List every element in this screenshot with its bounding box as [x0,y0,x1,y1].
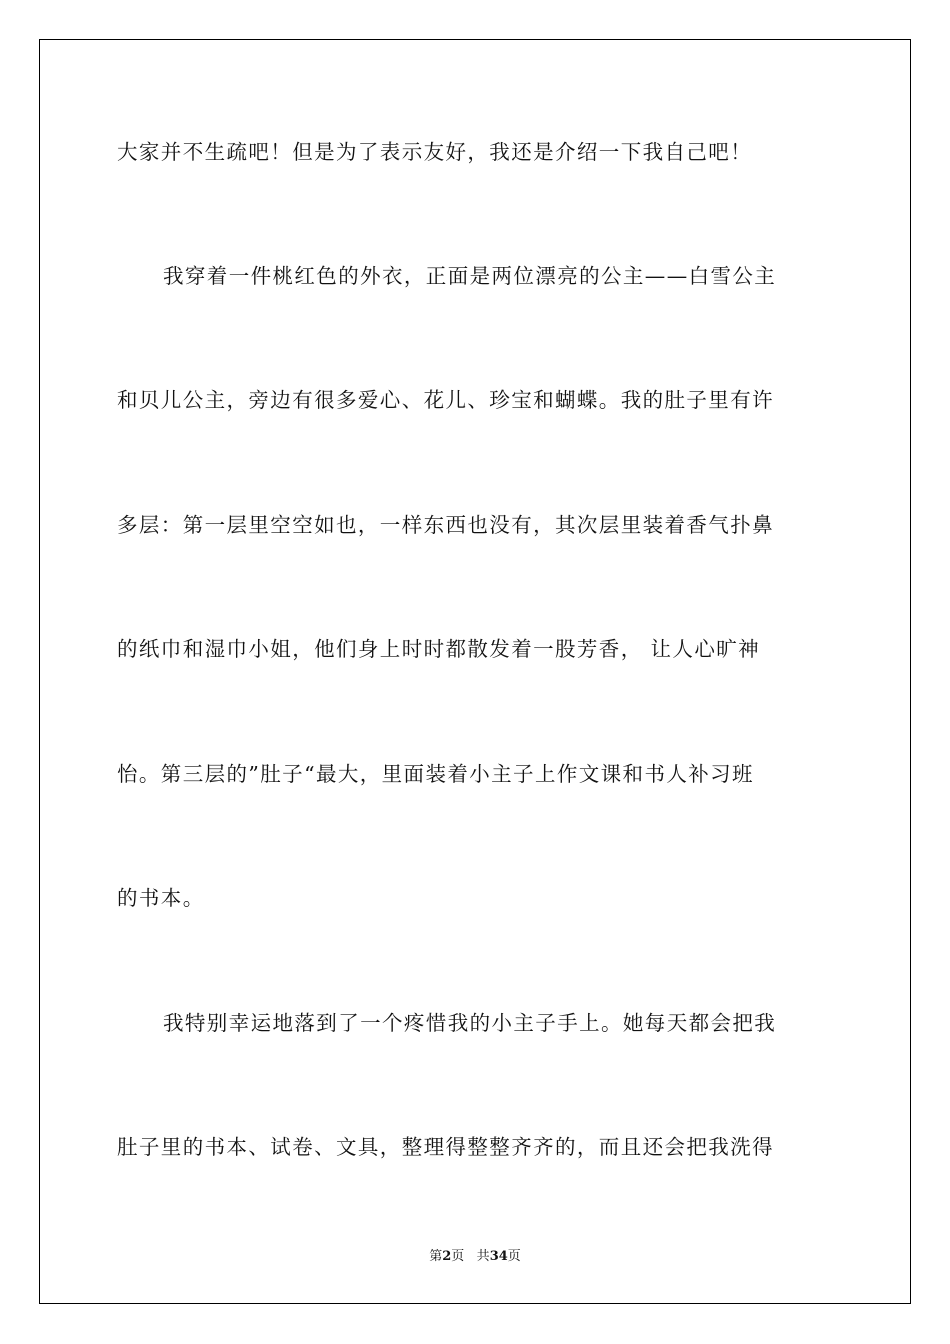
text-line-7: 的书本。 [117,886,205,910]
page-suffix: 页 [451,1249,465,1264]
page-border [39,39,911,1304]
text-line-2: 我穿着一件桃红色的外衣，正面是两位漂亮的公主——白雪公主 [163,264,777,288]
text-line-8: 我特别幸运地落到了一个疼惜我的小主子手上。她每天都会把我 [163,1011,777,1035]
text-line-1: 大家并不生疏吧！但是为了表示友好，我还是介绍一下我自己吧！ [117,140,753,164]
page-number: 2 [442,1249,452,1264]
text-line-5: 的纸巾和湿巾小姐，他们身上时时都散发着一股芳香， 让人心旷神 [117,637,761,661]
page-footer [0,1245,950,1264]
total-prefix: 共 [476,1249,490,1264]
text-line-9: 肚子里的书本、试卷、文具，整理得整整齐齐的，而且还会把我洗得 [117,1135,774,1159]
page-prefix: 第 [429,1249,443,1264]
text-line-4: 多层：第一层里空空如也，一样东西也没有，其次层里装着香气扑鼻 [117,513,774,537]
total-pages: 34 [489,1249,508,1264]
text-line-3: 和贝儿公主，旁边有很多爱心、花儿、珍宝和蝴蝶。我的肚子里有许 [117,388,774,412]
text-line-6: 怡。第三层的”肚子“最大，里面装着小主子上作文课和书人补习班 [117,762,754,786]
total-suffix: 页 [507,1249,521,1264]
